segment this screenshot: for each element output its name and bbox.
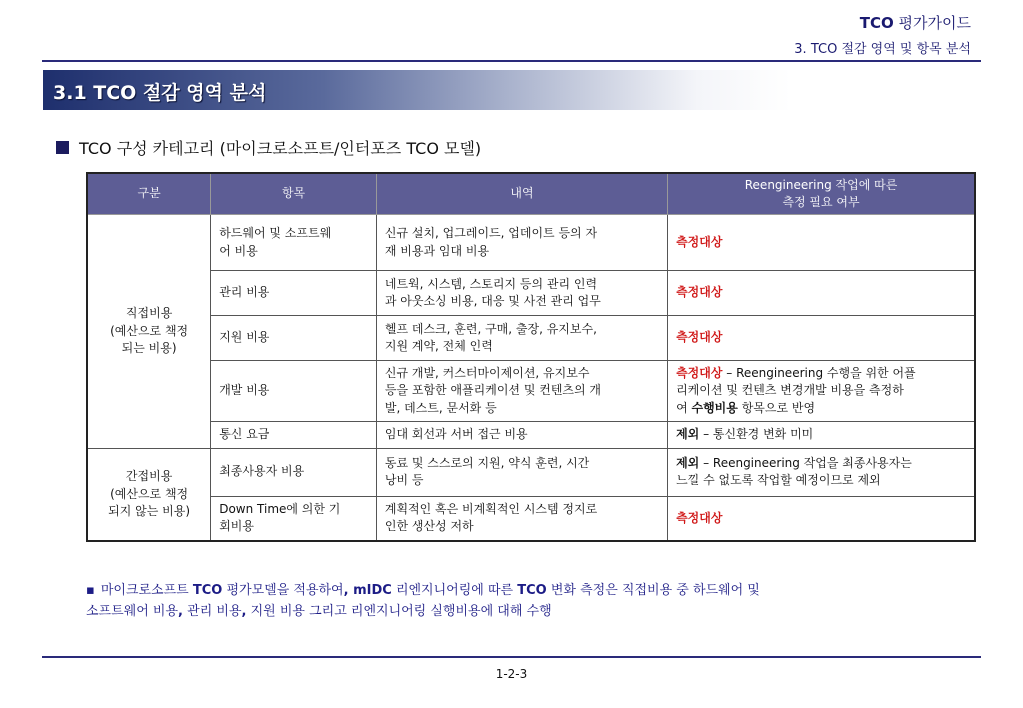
- table-row: [87, 215, 975, 271]
- header-category: 구분: [87, 173, 211, 215]
- subheading-text: TCO 구성 카테고리 (마이크로소프트/인터포즈 TCO 모델): [79, 139, 482, 158]
- table-row: [87, 316, 975, 361]
- detail-cell: 동료 및 스스로의 지원, 약식 훈련, 시간 낭비 등: [376, 448, 667, 496]
- status-badge: 제외: [676, 455, 700, 470]
- subheading: [56, 136, 481, 159]
- square-bullet-icon: [56, 141, 69, 154]
- status-cell: 제외 – 통신환경 변화 미미: [668, 422, 975, 448]
- detail-cell: 신규 개발, 커스터마이제이션, 유지보수 등을 포함한 애플리케이션 및 컨텐츠의 개 발, 데스트, 문서화 등: [376, 361, 667, 422]
- detail-cell: 헬프 데스크, 훈련, 구매, 출장, 유지보수, 지원 계약, 전체 인력: [376, 316, 667, 361]
- table-row: [87, 448, 975, 496]
- header-reengineering: Reengineering 작업에 따른 측정 필요 여부: [668, 173, 975, 215]
- item-cell: 지원 비용: [211, 316, 377, 361]
- status-cell: 제외 – Reengineering 작업을 최종사용자는 느낄 수 없도록 작업할 예정이므로 제외: [668, 448, 975, 496]
- item-cell: 통신 요금: [211, 422, 377, 448]
- status-cell: [668, 496, 975, 541]
- header-detail: 내역: [376, 173, 667, 215]
- detail-cell: 계획적인 혹은 비계획적인 시스템 정지로 인한 생산성 저하: [376, 496, 667, 541]
- item-cell: 관리 비용: [211, 271, 377, 316]
- table-row: [87, 422, 975, 448]
- detail-cell: 신규 설치, 업그레이드, 업데이트 등의 자 재 비용과 임대 비용: [376, 215, 667, 271]
- footer-divider: [42, 656, 981, 658]
- section-title: 3.1 TCO 절감 영역 분석: [53, 82, 267, 104]
- item-cell: 최종사용자 비용: [211, 448, 377, 496]
- detail-cell: 네트웍, 시스템, 스토리지 등의 관리 인력 과 아웃소싱 비용, 대응 및 사전 관리 업무: [376, 271, 667, 316]
- status-badge: 측정대상: [676, 285, 723, 300]
- document-title: TCO 평가가이드: [859, 14, 971, 32]
- status-cell: 측정대상 – Reengineering 수행을 위한 어플 리케이션 및 컨텐츠 변경개발 비용을 측정하 여 수행비용 항목으로 반영: [668, 361, 975, 422]
- table-row: [87, 271, 975, 316]
- detail-cell: 임대 회선과 서버 접근 비용: [376, 422, 667, 448]
- item-cell: 하드웨어 및 소프트웨 어 비용: [211, 215, 377, 271]
- table-row: [87, 361, 975, 422]
- note-bullet-icon: ▪: [86, 583, 95, 598]
- item-cell: 개발 비용: [211, 361, 377, 422]
- page-number: 1-2-3: [495, 667, 528, 681]
- item-cell: Down Time에 의한 기 회비용: [211, 496, 377, 541]
- summary-note: ▪ 마이크로소프트 TCO 평가모델을 적용하여, mIDC 리엔지니어링에 따른 TCO 변화 측정은 직접비용 중 하드웨어 및 소프트웨어 비용, 관리 비용, 지원 비용 그리고 리엔지니어링 실행비용에 대해 수행: [86, 580, 946, 622]
- status-badge: 제외: [676, 427, 700, 442]
- section-title-bar: [43, 70, 978, 110]
- status-cell: [668, 316, 975, 361]
- status-cell: [668, 215, 975, 271]
- table-row: [87, 496, 975, 541]
- document-subtitle: 3. TCO 절감 영역 및 항목 분석: [794, 42, 971, 57]
- header-item: 항목: [211, 173, 377, 215]
- category-indirect-cost: 간접비용 (예산으로 책정 되지 않는 비용): [87, 448, 211, 541]
- status-cell: [668, 271, 975, 316]
- category-direct-cost: 직접비용 (예산으로 책정 되는 비용): [87, 215, 211, 449]
- status-badge: 측정대상: [676, 234, 723, 249]
- header-divider: [42, 60, 981, 62]
- table-header-row: [87, 173, 975, 215]
- status-badge: 측정대상: [676, 366, 723, 380]
- status-badge: 측정대상: [676, 510, 723, 525]
- status-badge: 측정대상: [676, 330, 723, 345]
- tco-category-table: [86, 172, 976, 542]
